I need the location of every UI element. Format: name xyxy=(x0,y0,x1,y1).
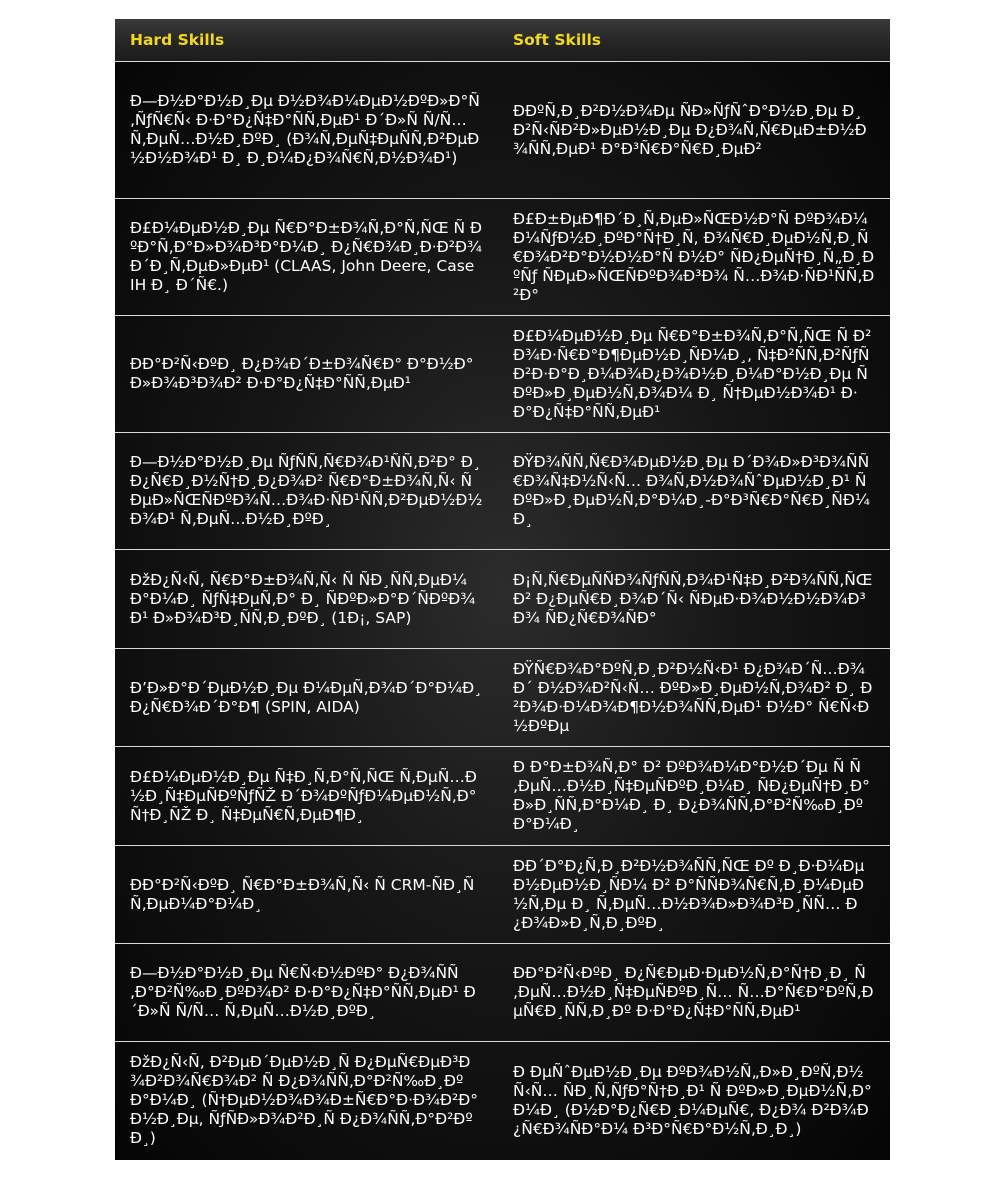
hard-skill-cell: Ð’Ð»Ð°Ð´ÐµÐ½Ð¸Ðµ Ð¼ÐµÑ‚Ð¾Ð´Ð°Ð¼Ð¸ Ð¿Ñ€Ð¾Ð´Ð°Ð¶ (SPIN, AIDA) xyxy=(115,649,498,747)
hard-skill-cell: Ð—Ð½Ð°Ð½Ð¸Ðµ Ð½Ð¾Ð¼ÐµÐ½ÐºÐ»Ð°Ñ‚ÑƒÑ€Ñ‹ Ð·Ð°Ð¿Ñ‡Ð°ÑÑ‚ÐµÐ¹ Ð´Ð»Ñ Ñ/Ñ… Ñ‚ÐµÑ…Ð½Ð¸ÐºÐ¸ (Ð¾Ñ‚ÐµÑ‡ÐµÑÑ‚Ð²ÐµÐ½Ð½Ð¾Ð¹ Ð¸ Ð¸Ð¼Ð¿Ð¾Ñ€Ñ‚Ð½Ð¾Ð¹) xyxy=(115,62,498,199)
table-row xyxy=(115,433,890,550)
table-header-row xyxy=(115,19,890,62)
table-row xyxy=(115,199,890,316)
hard-skill-cell: Ð£Ð¼ÐµÐ½Ð¸Ðµ Ñ€Ð°Ð±Ð¾Ñ‚Ð°Ñ‚ÑŒ Ñ ÐºÐ°Ñ‚Ð°Ð»Ð¾Ð³Ð°Ð¼Ð¸ Ð¿Ñ€Ð¾Ð¸Ð·Ð²Ð¾Ð´Ð¸Ñ‚ÐµÐ»ÐµÐ¹ (CLAAS, John Deere, Case IH Ð¸ Ð´Ñ€.) xyxy=(115,199,498,316)
table-row xyxy=(115,550,890,649)
soft-skill-cell: ÐÐ´Ð°Ð¿Ñ‚Ð¸Ð²Ð½Ð¾ÑÑ‚ÑŒ Ðº Ð¸Ð·Ð¼ÐµÐ½ÐµÐ½Ð¸ÑÐ¼ Ð² Ð°ÑÑÐ¾Ñ€Ñ‚Ð¸Ð¼ÐµÐ½Ñ‚Ðµ Ð¸ Ñ‚ÐµÑ…Ð½Ð¾Ð»Ð¾Ð³Ð¸ÑÑ… Ð¿Ð¾Ð»Ð¸Ñ‚Ð¸ÐºÐ¸ xyxy=(498,846,890,944)
table-row xyxy=(115,944,890,1042)
hard-skill-cell: ÐÐ°Ð²Ñ‹ÐºÐ¸ Ð¿Ð¾Ð´Ð±Ð¾Ñ€Ð° Ð°Ð½Ð°Ð»Ð¾Ð³Ð¾Ð² Ð·Ð°Ð¿Ñ‡Ð°ÑÑ‚ÐµÐ¹ xyxy=(115,316,498,433)
soft-skill-cell: ÐŸÐ¾ÑÑ‚Ñ€Ð¾ÐµÐ½Ð¸Ðµ Ð´Ð¾Ð»Ð³Ð¾ÑÑ€Ð¾Ñ‡Ð½Ñ‹Ñ… Ð¾Ñ‚Ð½Ð¾ÑˆÐµÐ½Ð¸Ð¹ Ñ ÐºÐ»Ð¸ÐµÐ½Ñ‚Ð°Ð¼Ð¸-Ð°Ð³Ñ€Ð°Ñ€Ð¸ÑÐ¼Ð¸ xyxy=(498,433,890,550)
table-row xyxy=(115,846,890,944)
table-row xyxy=(115,747,890,846)
skills-table xyxy=(115,19,890,1160)
soft-skill-cell: Ð Ð°Ð±Ð¾Ñ‚Ð° Ð² ÐºÐ¾Ð¼Ð°Ð½Ð´Ðµ Ñ Ñ‚ÐµÑ…Ð½Ð¸Ñ‡ÐµÑÐºÐ¸Ð¼Ð¸ ÑÐ¿ÐµÑ†Ð¸Ð°Ð»Ð¸ÑÑ‚Ð°Ð¼Ð¸ Ð¸ Ð¿Ð¾ÑÑ‚Ð°Ð²Ñ‰Ð¸ÐºÐ°Ð¼Ð¸ xyxy=(498,747,890,846)
hard-skill-cell: Ð—Ð½Ð°Ð½Ð¸Ðµ Ñ€Ñ‹Ð½ÐºÐ° Ð¿Ð¾ÑÑ‚Ð°Ð²Ñ‰Ð¸ÐºÐ¾Ð² Ð·Ð°Ð¿Ñ‡Ð°ÑÑ‚ÐµÐ¹ Ð´Ð»Ñ Ñ/Ñ… Ñ‚ÐµÑ…Ð½Ð¸ÐºÐ¸ xyxy=(115,944,498,1042)
soft-skill-cell: ÐŸÑ€Ð¾Ð°ÐºÑ‚Ð¸Ð²Ð½Ñ‹Ð¹ Ð¿Ð¾Ð´Ñ…Ð¾Ð´ Ð½Ð¾Ð²Ñ‹Ñ… ÐºÐ»Ð¸ÐµÐ½Ñ‚Ð¾Ð² Ð¸ Ð²Ð¾Ð·Ð¼Ð¾Ð¶Ð½Ð¾ÑÑ‚ÐµÐ¹ Ð½Ð° Ñ€Ñ‹Ð½ÐºÐµ xyxy=(498,649,890,747)
soft-skill-cell: ÐÐ°Ð²Ñ‹ÐºÐ¸ Ð¿Ñ€ÐµÐ·ÐµÐ½Ñ‚Ð°Ñ†Ð¸Ð¸ Ñ‚ÐµÑ…Ð½Ð¸Ñ‡ÐµÑÐºÐ¸Ñ… Ñ…Ð°Ñ€Ð°ÐºÑ‚ÐµÑ€Ð¸ÑÑ‚Ð¸Ðº Ð·Ð°Ð¿Ñ‡Ð°ÑÑ‚ÐµÐ¹ xyxy=(498,944,890,1042)
table-row xyxy=(115,316,890,433)
soft-skill-cell: Ð ÐµÑˆÐµÐ½Ð¸Ðµ ÐºÐ¾Ð½Ñ„Ð»Ð¸ÐºÑ‚Ð½Ñ‹Ñ… ÑÐ¸Ñ‚ÑƒÐ°Ñ†Ð¸Ð¹ Ñ ÐºÐ»Ð¸ÐµÐ½Ñ‚Ð°Ð¼Ð¸ (Ð½Ð°Ð¿Ñ€Ð¸Ð¼ÐµÑ€, Ð¿Ð¾ Ð²Ð¾Ð¿Ñ€Ð¾ÑÐ°Ð¼ Ð³Ð°Ñ€Ð°Ð½Ñ‚Ð¸Ð¸) xyxy=(498,1042,890,1160)
table-row xyxy=(115,1042,890,1160)
soft-skill-cell: Ð£Ð±ÐµÐ¶Ð´Ð¸Ñ‚ÐµÐ»ÑŒÐ½Ð°Ñ ÐºÐ¾Ð¼Ð¼ÑƒÐ½Ð¸ÐºÐ°Ñ†Ð¸Ñ, Ð¾Ñ€Ð¸ÐµÐ½Ñ‚Ð¸Ñ€Ð¾Ð²Ð°Ð½Ð½Ð°Ñ Ð½Ð° ÑÐ¿ÐµÑ†Ð¸Ñ„Ð¸ÐºÑƒ ÑÐµÐ»ÑŒÑÐºÐ¾Ð³Ð¾ Ñ…Ð¾Ð·ÑÐ¹ÑÑ‚Ð²Ð° xyxy=(498,199,890,316)
soft-skill-cell: Ð£Ð¼ÐµÐ½Ð¸Ðµ Ñ€Ð°Ð±Ð¾Ñ‚Ð°Ñ‚ÑŒ Ñ Ð²Ð¾Ð·Ñ€Ð°Ð¶ÐµÐ½Ð¸ÑÐ¼Ð¸, Ñ‡Ð²ÑÑ‚Ð²ÑƒÑ Ð²Ð·Ð°Ð¸Ð¼Ð¾Ð¿Ð¾Ð½Ð¸Ð¼Ð°Ð½Ð¸Ðµ Ñ ÐºÐ»Ð¸ÐµÐ½Ñ‚Ð¾Ð¼ Ð¸ Ñ†ÐµÐ½Ð¾Ð¹ Ð·Ð°Ð¿Ñ‡Ð°ÑÑ‚ÐµÐ¹ xyxy=(498,316,890,433)
soft-skill-cell: ÐÐºÑ‚Ð¸Ð²Ð½Ð¾Ðµ ÑÐ»ÑƒÑˆÐ°Ð½Ð¸Ðµ Ð¸ Ð²Ñ‹ÑÐ²Ð»ÐµÐ½Ð¸Ðµ Ð¿Ð¾Ñ‚Ñ€ÐµÐ±Ð½Ð¾ÑÑ‚ÐµÐ¹ Ð°Ð³Ñ€Ð°Ñ€Ð¸ÐµÐ² xyxy=(498,62,890,199)
hard-skill-cell: ÐžÐ¿Ñ‹Ñ‚ Ñ€Ð°Ð±Ð¾Ñ‚Ñ‹ Ñ ÑÐ¸ÑÑ‚ÐµÐ¼Ð°Ð¼Ð¸ ÑƒÑ‡ÐµÑ‚Ð° Ð¸ ÑÐºÐ»Ð°Ð´ÑÐºÐ¾Ð¹ Ð»Ð¾Ð³Ð¸ÑÑ‚Ð¸ÐºÐ¸ (1Ð¡, SAP) xyxy=(115,550,498,649)
hard-skill-cell: ÐžÐ¿Ñ‹Ñ‚ Ð²ÐµÐ´ÐµÐ½Ð¸Ñ Ð¿ÐµÑ€ÐµÐ³Ð¾Ð²Ð¾Ñ€Ð¾Ð² Ñ Ð¿Ð¾ÑÑ‚Ð°Ð²Ñ‰Ð¸ÐºÐ°Ð¼Ð¸ (Ñ†ÐµÐ½Ð¾Ð¾Ð±Ñ€Ð°Ð·Ð¾Ð²Ð°Ð½Ð¸Ðµ, ÑƒÑÐ»Ð¾Ð²Ð¸Ñ Ð¿Ð¾ÑÑ‚Ð°Ð²ÐºÐ¸) xyxy=(115,1042,498,1160)
hard-skill-cell: Ð—Ð½Ð°Ð½Ð¸Ðµ ÑƒÑÑ‚Ñ€Ð¾Ð¹ÑÑ‚Ð²Ð° Ð¸ Ð¿Ñ€Ð¸Ð½Ñ†Ð¸Ð¿Ð¾Ð² Ñ€Ð°Ð±Ð¾Ñ‚Ñ‹ ÑÐµÐ»ÑŒÑÐºÐ¾Ñ…Ð¾Ð·ÑÐ¹ÑÑ‚Ð²ÐµÐ½Ð½Ð¾Ð¹ Ñ‚ÐµÑ…Ð½Ð¸ÐºÐ¸ xyxy=(115,433,498,550)
table-row xyxy=(115,62,890,199)
hard-skill-cell: ÐÐ°Ð²Ñ‹ÐºÐ¸ Ñ€Ð°Ð±Ð¾Ñ‚Ñ‹ Ñ CRM-ÑÐ¸ÑÑ‚ÐµÐ¼Ð°Ð¼Ð¸ xyxy=(115,846,498,944)
header-hard-skills: Hard Skills xyxy=(115,19,498,62)
soft-skill-cell: Ð¡Ñ‚Ñ€ÐµÑÑÐ¾ÑƒÑÑ‚Ð¾Ð¹Ñ‡Ð¸Ð²Ð¾ÑÑ‚ÑŒ Ð² Ð¿ÐµÑ€Ð¸Ð¾Ð´Ñ‹ ÑÐµÐ·Ð¾Ð½Ð½Ð¾Ð³Ð¾ ÑÐ¿Ñ€Ð¾ÑÐ° xyxy=(498,550,890,649)
hard-skill-cell: Ð£Ð¼ÐµÐ½Ð¸Ðµ Ñ‡Ð¸Ñ‚Ð°Ñ‚ÑŒ Ñ‚ÐµÑ…Ð½Ð¸Ñ‡ÐµÑÐºÑƒÑŽ Ð´Ð¾ÐºÑƒÐ¼ÐµÐ½Ñ‚Ð°Ñ†Ð¸ÑŽ Ð¸ Ñ‡ÐµÑ€Ñ‚ÐµÐ¶Ð¸ xyxy=(115,747,498,846)
header-soft-skills: Soft Skills xyxy=(498,19,890,62)
table-row xyxy=(115,649,890,747)
